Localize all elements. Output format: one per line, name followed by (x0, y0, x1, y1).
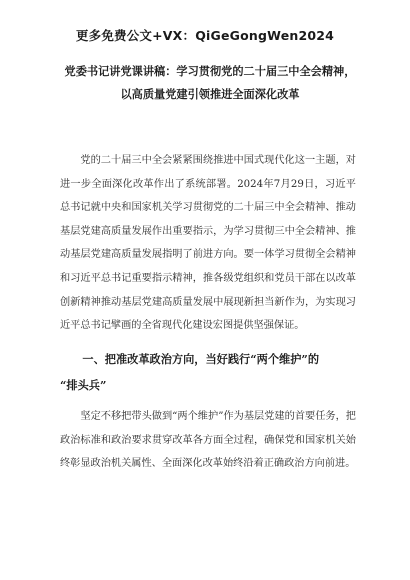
title-line-2: 以高质量党建引领推进全面深化改革 (120, 87, 300, 101)
section-heading-line-1: 一、把准改革政治方向，当好践行“两个维护”的 (82, 352, 320, 366)
promo-banner: 更多免费公文+VX：QiGeGongWen2024 (75, 28, 335, 43)
section-heading-line-2: “排头兵” (60, 378, 107, 392)
section-paragraph: 坚定不移把带头做到“两个维护”作为基层党建的首要任务，把政治标准和政治要求贯穿改革各方面全过程，确保党和国家机关始终彰显政治机关属性、全面深化改革始终沿着正确政治方向前进。 (60, 411, 356, 470)
section-heading (60, 346, 360, 398)
document-title (60, 60, 360, 106)
title-line-1: 党委书记讲党课讲稿：学习贯彻党的二十届三中全会精神， (64, 64, 356, 78)
intro-paragraph: 党的二十届三中全会紧紧围绕推进中国式现代化这一主题，对进一步全面深化改革作出了系统部署。2024年7月29日，习近平总书记就中央和国家机关学习贯彻党的二十届三中全会精神、推动基层党建高质量发展作出重要指示，为学习贯彻三中全会精神、推动基层党建高质量发展指明了前进方向。要一体学习贯彻全会精神和习近平总书记重要指示精神，推各级党组织和党员干部在以改革创新精神推动基层党建高质量发展中展现新担当新作为，为实现习近平总书记擘画的全省现代化建设宏图提供坚强保证。 (60, 155, 356, 332)
